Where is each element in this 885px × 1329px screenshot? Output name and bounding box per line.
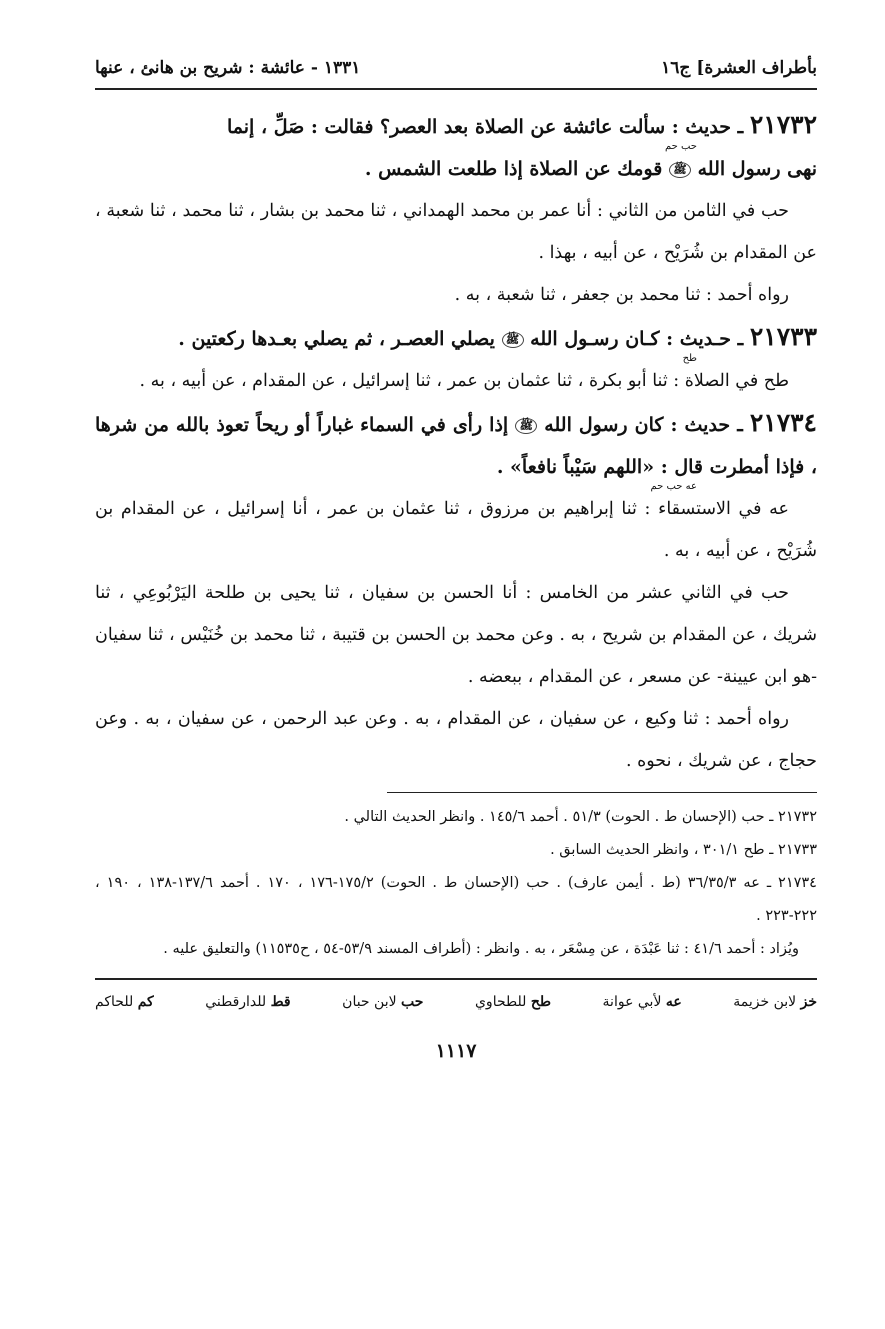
source-sigla: حب حم bbox=[664, 141, 697, 152]
abbreviation-item: قط للدارقطني bbox=[205, 994, 291, 1010]
isnad-paragraph: رواه أحمد : ثنا وكيع ، عن سفيان ، عن المقدام ، به . وعن عبد الرحمن ، عن سفيان ، به . وعن حجاج ، عن شريك ، نحوه . bbox=[95, 709, 817, 771]
salutation-glyph: ﷺ bbox=[669, 162, 691, 178]
footnote: ٢١٧٣٢ ـ حب (الإحسان ط . الحوت) ٥١/٣ . أحمد ١٤٥/٦ . وانظر الحديث التالي . bbox=[344, 809, 817, 825]
page-number: ١١١٧ bbox=[435, 1040, 477, 1062]
main-text bbox=[95, 104, 817, 782]
abbreviation-item: عه لأبي عوانة bbox=[602, 994, 682, 1010]
source-sigla: طح bbox=[682, 353, 697, 364]
page bbox=[95, 58, 817, 1062]
hadith-number: ٢١٧٣٢ bbox=[749, 110, 817, 139]
header-left: ١٣٣١ - عائشة : شريح بن هانئ ، عنها bbox=[95, 58, 361, 78]
isnad-paragraph: رواه أحمد : ثنا محمد بن جعفر ، ثنا شعبة ، به . bbox=[454, 285, 789, 305]
hadith-text: يصلي العصـر ، ثم يصلي بعـدها ركعتين . bbox=[178, 328, 495, 350]
abbreviation-item: كم للحاكم bbox=[95, 994, 154, 1010]
running-header bbox=[95, 58, 817, 90]
hadith-text: ـ حـديث : كـان رسـول الله bbox=[530, 328, 744, 350]
source-sigla: عه حب حم bbox=[650, 481, 697, 492]
hadith-text: ـ حديث : كان رسول الله bbox=[544, 414, 743, 436]
footnotes bbox=[95, 801, 817, 966]
hadith-entry bbox=[95, 402, 817, 492]
isnad-paragraph: عه في الاستسقاء : ثنا إبراهيم بن مرزوق ، ثنا عثمان بن عمر ، أنا إسرائيل ، عن المقدام بن شُرَيْح ، عن أبيه ، به . bbox=[95, 499, 817, 561]
hadith-text: قومك عن الصلاة إذا طلعت الشمس . bbox=[364, 158, 663, 180]
hadith-entry bbox=[95, 104, 817, 190]
isnad-paragraph: حب في الثامن من الثاني : أنا عمر بن محمد الهمداني ، ثنا محمد بن بشار ، ثنا محمد ، ثنا شعبة ، عن المقدام بن شُرَيْح ، عن أبيه ، بهذا . bbox=[95, 201, 817, 263]
hadith-text: إذا رأى في السماء غباراً أو ريحاً تعوذ بالله من شرها ، فإذا أمطرت قال : «اللهم سَيْباً نافعاً» . bbox=[95, 414, 817, 478]
hadith-text: نهى رسول الله bbox=[697, 158, 817, 180]
abbreviations-key bbox=[95, 980, 817, 1010]
isnad-paragraph: طح في الصلاة : ثنا أبو بكرة ، ثنا عثمان بن عمر ، ثنا إسرائيل ، عن المقدام ، عن أبيه ، به . bbox=[139, 371, 789, 391]
abbreviation-item: طح للطحاوي bbox=[474, 994, 552, 1010]
abbreviation-item: حب لابن حبان bbox=[342, 994, 424, 1010]
salutation-glyph: ﷺ bbox=[502, 332, 524, 348]
footnote: ٢١٧٣٣ ـ طح ٣٠١/١ ، وانظر الحديث السابق . bbox=[550, 842, 817, 858]
footnote-separator bbox=[387, 792, 817, 793]
hadith-number: ٢١٧٣٤ bbox=[749, 408, 817, 437]
hadith-entry bbox=[95, 316, 817, 364]
footnote: ويُزاد : أحمد ٤١/٦ : ثنا عَبْدَة ، عن مِسْعَر ، به . وانظر : (أطراف المسند ٥٣/٩-٥٤ ، ح١١٥٣٥) والتعليق عليه . bbox=[163, 941, 799, 957]
isnad-paragraph: حب في الثاني عشر من الخامس : أنا الحسن بن سفيان ، ثنا يحيى بن طلحة اليَرْبُوعِي ، ثنا شريك ، عن المقدام بن شريح ، به . وعن محمد بن الحسن بن قتيبة ، ثنا محمد بن خُنَيْس ، ثنا سفيان -هو ابن عيينة- عن مسعر ، عن المقدام ، ببعضه . bbox=[95, 583, 817, 687]
abbreviation-item: خز لابن خزيمة bbox=[733, 994, 817, 1010]
header-right: بأطراف العشرة] ج١٦ bbox=[661, 58, 817, 78]
hadith-number: ٢١٧٣٣ bbox=[749, 322, 817, 351]
salutation-glyph: ﷺ bbox=[515, 418, 537, 434]
hadith-text: ـ حديث : سألت عائشة عن الصلاة بعد العصر؟ فقالت : صَلِّ ، إنما bbox=[227, 116, 744, 138]
footnote: ٢١٧٣٤ ـ عه ٣٦/٣٥/٣ (ط . أيمن عارف) . حب (الإحسان ط . الحوت) ١٧٥/٢-١٧٦ ، ١٧٠ . أحمد ١٣٧/٦-١٣٨ ، ١٩٠ ، ٢٢٢-٢٢٣ . bbox=[95, 875, 817, 924]
